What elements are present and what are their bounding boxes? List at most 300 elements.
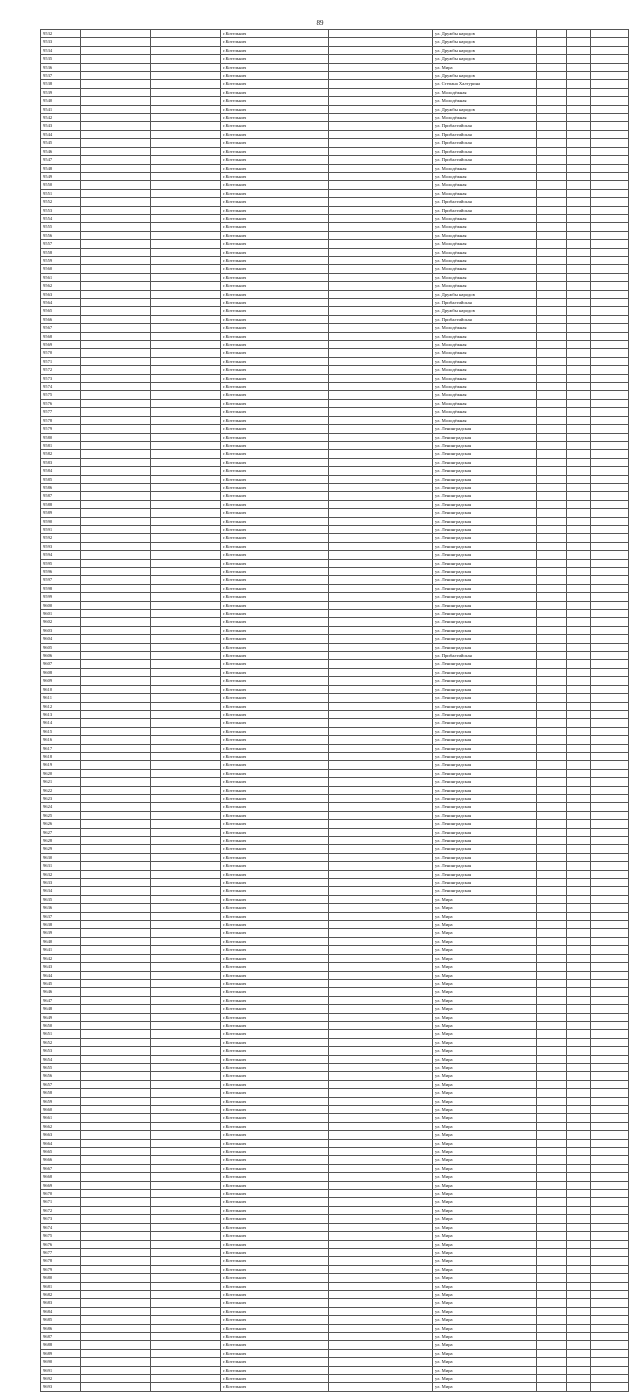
house-number-cell <box>537 181 567 189</box>
record-id-cell <box>81 416 151 424</box>
record-id-cell <box>81 769 151 777</box>
house-number-cell <box>537 719 567 727</box>
table-row <box>41 879 629 887</box>
record-id-cell <box>151 820 221 828</box>
row-number-cell: 9648 <box>41 1005 81 1013</box>
house-number-cell <box>537 1005 567 1013</box>
empty-cell <box>329 542 433 550</box>
empty-cell <box>329 601 433 609</box>
record-id-cell <box>151 904 221 912</box>
area-cell <box>591 954 629 962</box>
table-row <box>41 55 629 63</box>
record-id-cell <box>81 820 151 828</box>
row-number-cell: 9621 <box>41 778 81 786</box>
row-number-cell: 9633 <box>41 879 81 887</box>
empty-cell <box>329 702 433 710</box>
street-cell: ул. Ленинградская <box>433 534 537 542</box>
street-cell: ул. Молодёжная <box>433 383 537 391</box>
record-id-cell <box>81 324 151 332</box>
house-number-cell <box>537 139 567 147</box>
extra-cell <box>567 937 591 945</box>
table-row <box>41 710 629 718</box>
record-id-cell <box>151 509 221 517</box>
house-number-cell <box>537 929 567 937</box>
street-cell: ул. Ленинградская <box>433 509 537 517</box>
area-cell <box>591 290 629 298</box>
area-cell <box>591 214 629 222</box>
area-cell <box>591 929 629 937</box>
extra-cell <box>567 97 591 105</box>
area-cell <box>591 862 629 870</box>
record-id-cell <box>151 1290 221 1298</box>
record-id-cell <box>81 946 151 954</box>
house-number-cell <box>537 525 567 533</box>
area-cell <box>591 80 629 88</box>
house-number-cell <box>537 710 567 718</box>
extra-cell <box>567 72 591 80</box>
record-id-cell <box>151 1122 221 1130</box>
empty-cell <box>329 845 433 853</box>
empty-cell <box>329 1299 433 1307</box>
empty-cell <box>329 1223 433 1231</box>
area-cell <box>591 988 629 996</box>
empty-cell <box>329 88 433 96</box>
table-row <box>41 988 629 996</box>
table-row <box>41 1232 629 1240</box>
street-cell: ул. Молодёжная <box>433 366 537 374</box>
table-row <box>41 559 629 567</box>
area-cell <box>591 332 629 340</box>
record-id-cell <box>151 164 221 172</box>
record-id-cell <box>81 105 151 113</box>
town-cell: г.Котельнич <box>221 441 329 449</box>
record-id-cell <box>81 1358 151 1366</box>
table-row <box>41 1038 629 1046</box>
record-id-cell <box>81 921 151 929</box>
extra-cell <box>567 551 591 559</box>
record-id-cell <box>81 525 151 533</box>
record-id-cell <box>81 761 151 769</box>
house-number-cell <box>537 845 567 853</box>
area-cell <box>591 1173 629 1181</box>
table-row <box>41 525 629 533</box>
house-number-cell <box>537 433 567 441</box>
extra-cell <box>567 114 591 122</box>
area-cell <box>591 786 629 794</box>
record-id-cell <box>81 189 151 197</box>
table-row <box>41 1274 629 1282</box>
house-number-cell <box>537 240 567 248</box>
street-cell: ул. Молодёжная <box>433 231 537 239</box>
row-number-cell: 9659 <box>41 1097 81 1105</box>
row-number-cell: 9624 <box>41 803 81 811</box>
record-id-cell <box>151 1173 221 1181</box>
empty-cell <box>329 744 433 752</box>
row-number-cell: 9550 <box>41 181 81 189</box>
town-cell: г.Котельнич <box>221 80 329 88</box>
house-number-cell <box>537 1223 567 1231</box>
table-row <box>41 467 629 475</box>
extra-cell <box>567 652 591 660</box>
town-cell: г.Котельнич <box>221 265 329 273</box>
record-id-cell <box>81 1265 151 1273</box>
house-number-cell <box>537 1257 567 1265</box>
record-id-cell <box>81 164 151 172</box>
record-id-cell <box>81 483 151 491</box>
extra-cell <box>567 164 591 172</box>
table-row <box>41 1181 629 1189</box>
extra-cell <box>567 1341 591 1349</box>
house-number-cell <box>537 500 567 508</box>
row-number-cell: 9593 <box>41 542 81 550</box>
table-row <box>41 1223 629 1231</box>
street-cell: ул. Молодёжная <box>433 189 537 197</box>
extra-cell <box>567 299 591 307</box>
record-id-cell <box>151 525 221 533</box>
record-id-cell <box>81 744 151 752</box>
area-cell <box>591 1106 629 1114</box>
empty-cell <box>329 1164 433 1172</box>
record-id-cell <box>81 130 151 138</box>
table-row <box>41 1257 629 1265</box>
record-id-cell <box>151 433 221 441</box>
table-row <box>41 1248 629 1256</box>
house-number-cell <box>537 879 567 887</box>
town-cell: г.Котельнич <box>221 122 329 130</box>
area-cell <box>591 1257 629 1265</box>
row-number-cell: 9555 <box>41 223 81 231</box>
house-number-cell <box>537 307 567 315</box>
town-cell: г.Котельнич <box>221 483 329 491</box>
town-cell: г.Котельнич <box>221 912 329 920</box>
street-cell: ул. Ленинградская <box>433 761 537 769</box>
house-number-cell <box>537 1366 567 1374</box>
empty-cell <box>329 1366 433 1374</box>
area-cell <box>591 1131 629 1139</box>
empty-cell <box>329 534 433 542</box>
extra-cell <box>567 719 591 727</box>
street-cell: ул. Дружбы народов <box>433 38 537 46</box>
row-number-cell: 9678 <box>41 1257 81 1265</box>
record-id-cell <box>151 1072 221 1080</box>
town-cell: г.Котельнич <box>221 1114 329 1122</box>
town-cell: г.Котельнич <box>221 130 329 138</box>
town-cell: г.Котельнич <box>221 1383 329 1391</box>
house-number-cell <box>537 702 567 710</box>
house-number-cell <box>537 685 567 693</box>
extra-cell <box>567 1080 591 1088</box>
table-row <box>41 341 629 349</box>
row-number-cell: 9607 <box>41 660 81 668</box>
street-cell: ул. Ленинградская <box>433 744 537 752</box>
record-id-cell <box>151 517 221 525</box>
row-number-cell: 9690 <box>41 1358 81 1366</box>
record-id-cell <box>151 147 221 155</box>
empty-cell <box>329 996 433 1004</box>
extra-cell <box>567 879 591 887</box>
record-id-cell <box>81 1248 151 1256</box>
record-id-cell <box>81 273 151 281</box>
record-id-cell <box>81 458 151 466</box>
area-cell <box>591 366 629 374</box>
empty-cell <box>329 668 433 676</box>
town-cell: г.Котельнич <box>221 408 329 416</box>
record-id-cell <box>81 1030 151 1038</box>
table-row <box>41 500 629 508</box>
row-number-cell: 9639 <box>41 929 81 937</box>
row-number-cell: 9676 <box>41 1240 81 1248</box>
record-id-cell <box>81 1156 151 1164</box>
town-cell: г.Котельнич <box>221 517 329 525</box>
house-number-cell <box>537 1047 567 1055</box>
area-cell <box>591 46 629 54</box>
record-id-cell <box>151 290 221 298</box>
street-cell: ул. Степана Халтурина <box>433 80 537 88</box>
table-row <box>41 904 629 912</box>
empty-cell <box>329 1375 433 1383</box>
extra-cell <box>567 1248 591 1256</box>
empty-cell <box>329 811 433 819</box>
table-row <box>41 1190 629 1198</box>
street-cell: ул. Ленинградская <box>433 601 537 609</box>
record-id-cell <box>81 576 151 584</box>
town-cell: г.Котельнич <box>221 374 329 382</box>
table-row <box>41 1164 629 1172</box>
house-number-cell <box>537 172 567 180</box>
extra-cell <box>567 752 591 760</box>
extra-cell <box>567 559 591 567</box>
house-number-cell <box>537 736 567 744</box>
street-cell: ул. Молодёжная <box>433 88 537 96</box>
empty-cell <box>329 374 433 382</box>
row-number-cell: 9688 <box>41 1341 81 1349</box>
town-cell: г.Котельнич <box>221 1148 329 1156</box>
record-id-cell <box>151 1366 221 1374</box>
street-cell: ул. Ленинградская <box>433 668 537 676</box>
street-cell: ул. Мира <box>433 1215 537 1223</box>
record-id-cell <box>81 181 151 189</box>
record-id-cell <box>151 458 221 466</box>
empty-cell <box>329 937 433 945</box>
table-row <box>41 593 629 601</box>
record-id-cell <box>151 593 221 601</box>
area-cell <box>591 1375 629 1383</box>
extra-cell <box>567 63 591 71</box>
record-id-cell <box>151 870 221 878</box>
record-id-cell <box>81 1122 151 1130</box>
street-cell: ул. Мира <box>433 1290 537 1298</box>
extra-cell <box>567 1063 591 1071</box>
street-cell: ул. Мира <box>433 921 537 929</box>
row-number-cell: 9580 <box>41 433 81 441</box>
row-number-cell: 9574 <box>41 383 81 391</box>
record-id-cell <box>81 677 151 685</box>
extra-cell <box>567 1122 591 1130</box>
street-cell: ул. Мира <box>433 904 537 912</box>
extra-cell <box>567 38 591 46</box>
extra-cell <box>567 727 591 735</box>
extra-cell <box>567 139 591 147</box>
record-id-cell <box>81 500 151 508</box>
empty-cell <box>329 895 433 903</box>
record-id-cell <box>151 114 221 122</box>
record-id-cell <box>81 1013 151 1021</box>
area-cell <box>591 1190 629 1198</box>
record-id-cell <box>151 845 221 853</box>
record-id-cell <box>81 551 151 559</box>
town-cell: г.Котельнич <box>221 744 329 752</box>
street-cell: ул. Молодёжная <box>433 357 537 365</box>
record-id-cell <box>151 357 221 365</box>
area-cell <box>591 610 629 618</box>
record-id-cell <box>151 223 221 231</box>
extra-cell <box>567 1047 591 1055</box>
row-number-cell: 9622 <box>41 786 81 794</box>
empty-cell <box>329 1005 433 1013</box>
record-id-cell <box>81 156 151 164</box>
extra-cell <box>567 593 591 601</box>
record-id-cell <box>151 988 221 996</box>
row-number-cell: 9594 <box>41 551 81 559</box>
record-id-cell <box>81 366 151 374</box>
town-cell: г.Котельнич <box>221 895 329 903</box>
record-id-cell <box>151 1248 221 1256</box>
empty-cell <box>329 72 433 80</box>
record-id-cell <box>151 80 221 88</box>
empty-cell <box>329 1106 433 1114</box>
town-cell: г.Котельнич <box>221 828 329 836</box>
house-number-cell <box>537 971 567 979</box>
street-cell: ул. Молодёжная <box>433 164 537 172</box>
row-number-cell: 9608 <box>41 668 81 676</box>
table-row <box>41 408 629 416</box>
extra-cell <box>567 475 591 483</box>
row-number-cell: 9558 <box>41 248 81 256</box>
table-row <box>41 1080 629 1088</box>
table-row <box>41 172 629 180</box>
house-number-cell <box>537 1206 567 1214</box>
record-id-cell <box>81 1055 151 1063</box>
street-cell: ул. Ленинградская <box>433 811 537 819</box>
street-cell: ул. Ленинградская <box>433 828 537 836</box>
house-number-cell <box>537 357 567 365</box>
table-row <box>41 1131 629 1139</box>
town-cell: г.Котельнич <box>221 315 329 323</box>
row-number-cell: 9552 <box>41 198 81 206</box>
street-cell: ул. Мира <box>433 1240 537 1248</box>
house-number-cell <box>537 1131 567 1139</box>
empty-cell <box>329 441 433 449</box>
area-cell <box>591 837 629 845</box>
empty-cell <box>329 189 433 197</box>
street-cell: ул. Мира <box>433 1265 537 1273</box>
record-id-cell <box>151 256 221 264</box>
town-cell: г.Котельнич <box>221 214 329 222</box>
area-cell <box>591 778 629 786</box>
extra-cell <box>567 315 591 323</box>
street-cell: ул. Ленинградская <box>433 576 537 584</box>
area-cell <box>591 946 629 954</box>
empty-cell <box>329 290 433 298</box>
area-cell <box>591 1215 629 1223</box>
house-number-cell <box>537 1122 567 1130</box>
row-number-cell: 9611 <box>41 694 81 702</box>
extra-cell <box>567 105 591 113</box>
table-row <box>41 198 629 206</box>
extra-cell <box>567 1114 591 1122</box>
record-id-cell <box>151 307 221 315</box>
table-row <box>41 610 629 618</box>
area-cell <box>591 1005 629 1013</box>
empty-cell <box>329 1265 433 1273</box>
record-id-cell <box>81 895 151 903</box>
record-id-cell <box>81 1097 151 1105</box>
row-number-cell: 9677 <box>41 1248 81 1256</box>
record-id-cell <box>81 1290 151 1298</box>
record-id-cell <box>81 467 151 475</box>
town-cell: г.Котельнич <box>221 946 329 954</box>
town-cell: г.Котельнич <box>221 568 329 576</box>
extra-cell <box>567 467 591 475</box>
street-cell: ул. Ленинградская <box>433 483 537 491</box>
street-cell: ул. Молодёжная <box>433 240 537 248</box>
town-cell: г.Котельнич <box>221 72 329 80</box>
street-cell: ул. Молодёжная <box>433 341 537 349</box>
table-row <box>41 736 629 744</box>
area-cell <box>591 660 629 668</box>
extra-cell <box>567 1349 591 1357</box>
house-number-cell <box>537 1072 567 1080</box>
area-cell <box>591 1181 629 1189</box>
record-id-cell <box>151 803 221 811</box>
record-id-cell <box>81 1181 151 1189</box>
extra-cell <box>567 1240 591 1248</box>
street-cell: ул. Мира <box>433 1274 537 1282</box>
table-row <box>41 719 629 727</box>
record-id-cell <box>81 1366 151 1374</box>
house-number-cell <box>537 744 567 752</box>
town-cell: г.Котельнич <box>221 164 329 172</box>
record-id-cell <box>81 862 151 870</box>
area-cell <box>591 601 629 609</box>
record-id-cell <box>81 332 151 340</box>
record-id-cell <box>151 677 221 685</box>
area-cell <box>591 408 629 416</box>
street-cell: ул. Молодёжная <box>433 265 537 273</box>
empty-cell <box>329 652 433 660</box>
table-row <box>41 366 629 374</box>
town-cell: г.Котельнич <box>221 114 329 122</box>
house-number-cell <box>537 551 567 559</box>
table-row <box>41 206 629 214</box>
empty-cell <box>329 63 433 71</box>
record-id-cell <box>81 1072 151 1080</box>
street-cell: ул. Ленинградская <box>433 870 537 878</box>
row-number-cell: 9618 <box>41 752 81 760</box>
area-cell <box>591 416 629 424</box>
extra-cell <box>567 820 591 828</box>
extra-cell <box>567 1106 591 1114</box>
record-id-cell <box>81 879 151 887</box>
row-number-cell: 9693 <box>41 1383 81 1391</box>
record-id-cell <box>151 744 221 752</box>
street-cell: ул. Мира <box>433 1383 537 1391</box>
house-number-cell <box>537 1383 567 1391</box>
table-row <box>41 181 629 189</box>
table-row <box>41 256 629 264</box>
extra-cell <box>567 517 591 525</box>
row-number-cell: 9582 <box>41 450 81 458</box>
